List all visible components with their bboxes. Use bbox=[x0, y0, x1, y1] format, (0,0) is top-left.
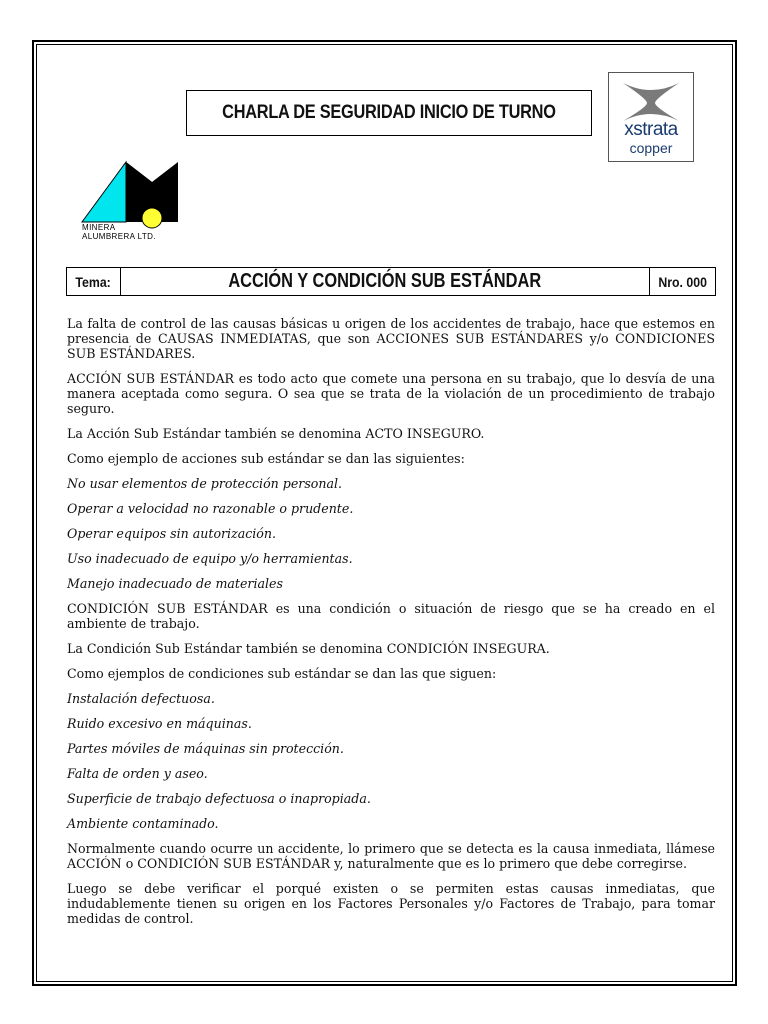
example-item: Uso inadecuado de equipo y/o herramientas. bbox=[67, 551, 353, 566]
topic-label-cell bbox=[67, 268, 121, 295]
body-paragraph: Como ejemplos de condiciones sub estándar se dan las que siguen: bbox=[67, 666, 497, 681]
xstrata-logo-name: xstrata bbox=[624, 119, 678, 140]
document-body bbox=[67, 316, 715, 936]
xstrata-logo-subtitle: copper bbox=[629, 140, 673, 156]
body-paragraph: La Condición Sub Estándar también se denomina CONDICIÓN INSEGURA. bbox=[67, 641, 550, 656]
document-title-text: CHARLA DE SEGURIDAD INICIO DE TURNO bbox=[222, 102, 556, 123]
example-item: Manejo inadecuado de materiales bbox=[67, 576, 283, 591]
minera-logo-line1: MINERA bbox=[82, 223, 116, 232]
minera-alumbrera-logo-text bbox=[82, 223, 156, 241]
body-paragraph: Normalmente cuando ocurre un accidente, lo primero que se detecta es la causa inmediata, llámese ACCIÓN o CONDICIÓN SUB ESTÁNDAR y, naturalmente que es lo primero que debe corregirse. bbox=[67, 841, 715, 871]
example-item: Operar equipos sin autorización. bbox=[67, 526, 276, 541]
topic-number-cell bbox=[649, 268, 715, 295]
topic-title-cell bbox=[121, 268, 649, 295]
body-paragraph: Luego se debe verificar el porqué existen o se permiten estas causas inmediatas, que indudablemente tienen su origen en los Factores Personales y/o Factores de Trabajo, para tomar medidas de control. bbox=[67, 881, 715, 926]
xstrata-swoosh-icon bbox=[609, 75, 693, 125]
topic-label: Tema: bbox=[75, 273, 112, 290]
example-item: Superficie de trabajo defectuosa o inapropiada. bbox=[67, 791, 371, 806]
example-item: Operar a velocidad no razonable o prudente. bbox=[67, 501, 354, 516]
example-item: Partes móviles de máquinas sin protección. bbox=[67, 741, 344, 756]
minera-logo-line2: ALUMBRERA LTD. bbox=[82, 232, 156, 241]
body-paragraph: ACCIÓN SUB ESTÁNDAR es todo acto que comete una persona en su trabajo, que lo desvía de una manera aceptada como segura. O sea que se trata de la violación de un procedimiento de trabajo seguro. bbox=[67, 371, 715, 416]
example-item: No usar elementos de protección personal. bbox=[67, 476, 343, 491]
body-paragraph: La falta de control de las causas básicas u origen de los accidentes de trabajo, hace que estemos en presencia de CAUSAS INMEDIATAS, que son ACCIONES SUB ESTÁNDARES y/o CONDICIONES SUB ESTÁNDARES. bbox=[67, 316, 715, 361]
body-paragraph: La Acción Sub Estándar también se denomina ACTO INSEGURO. bbox=[67, 426, 485, 441]
body-paragraph: CONDICIÓN SUB ESTÁNDAR es una condición o situación de riesgo que se ha creado en el ambiente de trabajo. bbox=[67, 601, 715, 631]
example-item: Falta de orden y aseo. bbox=[67, 766, 208, 781]
document-title bbox=[186, 90, 592, 136]
topic-title: ACCIÓN Y CONDICIÓN SUB ESTÁNDAR bbox=[228, 270, 542, 292]
example-item: Ruido excesivo en máquinas. bbox=[67, 716, 252, 731]
body-paragraph: Como ejemplo de acciones sub estándar se dan las siguientes: bbox=[67, 451, 465, 466]
example-item: Instalación defectuosa. bbox=[67, 691, 215, 706]
example-item: Ambiente contaminado. bbox=[67, 816, 219, 831]
xstrata-logo bbox=[608, 72, 694, 162]
topic-number: Nro. 000 bbox=[658, 273, 707, 290]
topic-bar bbox=[66, 267, 716, 296]
